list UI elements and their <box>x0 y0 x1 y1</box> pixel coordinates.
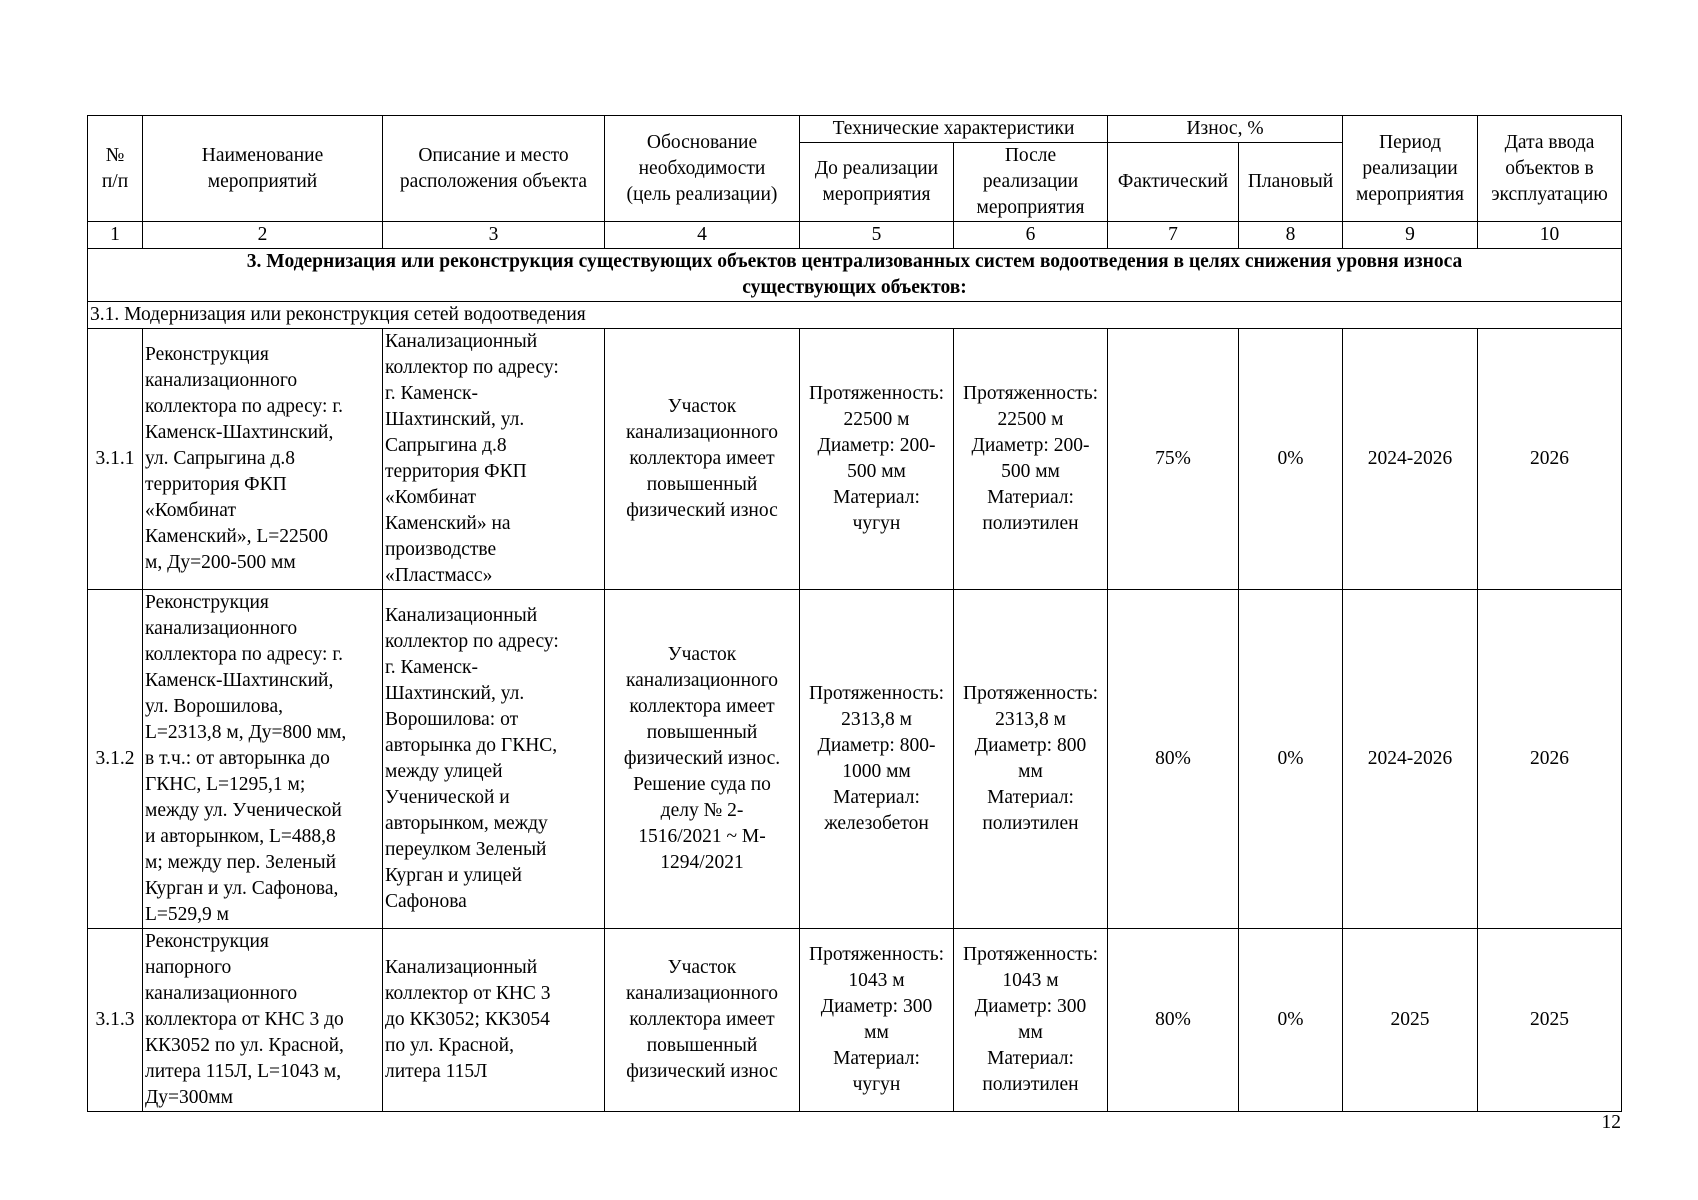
column-number: 5 <box>800 222 954 249</box>
row-period: 2024-2026 <box>1343 590 1478 929</box>
row-date: 2026 <box>1478 590 1622 929</box>
header-tech-before: До реализации мероприятия <box>800 143 954 222</box>
row-tech-after: Протяженность: 2313,8 м Диаметр: 800 мм Материал: полиэтилен <box>954 590 1108 929</box>
column-numbers-row <box>88 222 1622 249</box>
row-description: Канализационный коллектор по адресу: г. Каменск- Шахтинский, ул. Ворошилова: от авторынка до ГКНС, между улицей Ученической и авторынком, между переулком Зеленый Курган и улицей Сафонова <box>383 590 605 929</box>
section-row <box>88 249 1622 302</box>
header-tech-after: После реализации мероприятия <box>954 143 1108 222</box>
row-tech-before: Протяженность: 2313,8 м Диаметр: 800- 1000 мм Материал: железобетон <box>800 590 954 929</box>
header-wear-actual: Фактический <box>1108 143 1239 222</box>
row-no: 3.1.3 <box>88 929 143 1112</box>
row-tech-after: Протяженность: 1043 м Диаметр: 300 мм Материал: полиэтилен <box>954 929 1108 1112</box>
row-description: Канализационный коллектор по адресу: г. Каменск- Шахтинский, ул. Сапрыгина д.8 территория ФКП «Комбинат Каменский» на производстве «Пластмасс» <box>383 329 605 590</box>
header-period: Период реализации мероприятия <box>1343 116 1478 222</box>
row-wear-actual: 80% <box>1108 929 1239 1112</box>
column-number: 6 <box>954 222 1108 249</box>
row-period: 2024-2026 <box>1343 329 1478 590</box>
row-no: 3.1.2 <box>88 590 143 929</box>
row-tech-after: Протяженность: 22500 м Диаметр: 200- 500 мм Материал: полиэтилен <box>954 329 1108 590</box>
table-row <box>88 590 1622 929</box>
row-period: 2025 <box>1343 929 1478 1112</box>
row-wear-planned: 0% <box>1239 590 1343 929</box>
header-wear: Износ, % <box>1108 116 1343 143</box>
table-header-row <box>88 116 1622 143</box>
row-no: 3.1.1 <box>88 329 143 590</box>
row-wear-actual: 75% <box>1108 329 1239 590</box>
table-row <box>88 329 1622 590</box>
column-number: 1 <box>88 222 143 249</box>
row-tech-before: Протяженность: 1043 м Диаметр: 300 мм Материал: чугун <box>800 929 954 1112</box>
column-number: 3 <box>383 222 605 249</box>
subsection-title: 3.1. Модернизация или реконструкция сетей водоотведения <box>88 302 1622 329</box>
header-no: № п/п <box>88 116 143 222</box>
subsection-row <box>88 302 1622 329</box>
page-number: 12 <box>1601 1112 1621 1133</box>
header-justification: Обоснование необходимости (цель реализации) <box>605 116 800 222</box>
column-number: 7 <box>1108 222 1239 249</box>
column-number: 2 <box>143 222 383 249</box>
row-date: 2026 <box>1478 329 1622 590</box>
header-wear-planned: Плановый <box>1239 143 1343 222</box>
section-title: 3. Модернизация или реконструкция существующих объектов централизованных систем водоотведения в целях снижения уровня износа существующих объектов: <box>88 249 1622 302</box>
header-date: Дата ввода объектов в эксплуатацию <box>1478 116 1622 222</box>
row-wear-actual: 80% <box>1108 590 1239 929</box>
header-name: Наименование мероприятий <box>143 116 383 222</box>
table-row <box>88 929 1622 1112</box>
row-description: Канализационный коллектор от КНС 3 до КК3052; КК3054 по ул. Красной, литера 115Л <box>383 929 605 1112</box>
row-wear-planned: 0% <box>1239 929 1343 1112</box>
row-justification: Участок канализационного коллектора имеет повышенный физический износ. Решение суда по делу № 2- 1516/2021 ~ М- 1294/2021 <box>605 590 800 929</box>
row-justification: Участок канализационного коллектора имеет повышенный физический износ <box>605 929 800 1112</box>
row-date: 2025 <box>1478 929 1622 1112</box>
header-tech: Технические характеристики <box>800 116 1108 143</box>
row-name: Реконструкция напорного канализационного коллектора от КНС 3 до КК3052 по ул. Красной, литера 115Л, L=1043 м, Ду=300мм <box>143 929 383 1112</box>
row-tech-before: Протяженность: 22500 м Диаметр: 200- 500 мм Материал: чугун <box>800 329 954 590</box>
column-number: 4 <box>605 222 800 249</box>
column-number: 10 <box>1478 222 1622 249</box>
investment-program-table <box>87 115 1622 1112</box>
row-name: Реконструкция канализационного коллектора по адресу: г. Каменск-Шахтинский, ул. Ворошилова, L=2313,8 м, Ду=800 мм, в т.ч.: от авторынка до ГКНС, L=1295,1 м; между ул. Ученической и авторынком, L=488,8 м; между пер. Зеленый Курган и ул. Сафонова, L=529,9 м <box>143 590 383 929</box>
header-description: Описание и место расположения объекта <box>383 116 605 222</box>
row-name: Реконструкция канализационного коллектора по адресу: г. Каменск-Шахтинский, ул. Сапрыгина д.8 территория ФКП «Комбинат Каменский», L=22500 м, Ду=200-500 мм <box>143 329 383 590</box>
row-wear-planned: 0% <box>1239 329 1343 590</box>
row-justification: Участок канализационного коллектора имеет повышенный физический износ <box>605 329 800 590</box>
column-number: 8 <box>1239 222 1343 249</box>
column-number: 9 <box>1343 222 1478 249</box>
